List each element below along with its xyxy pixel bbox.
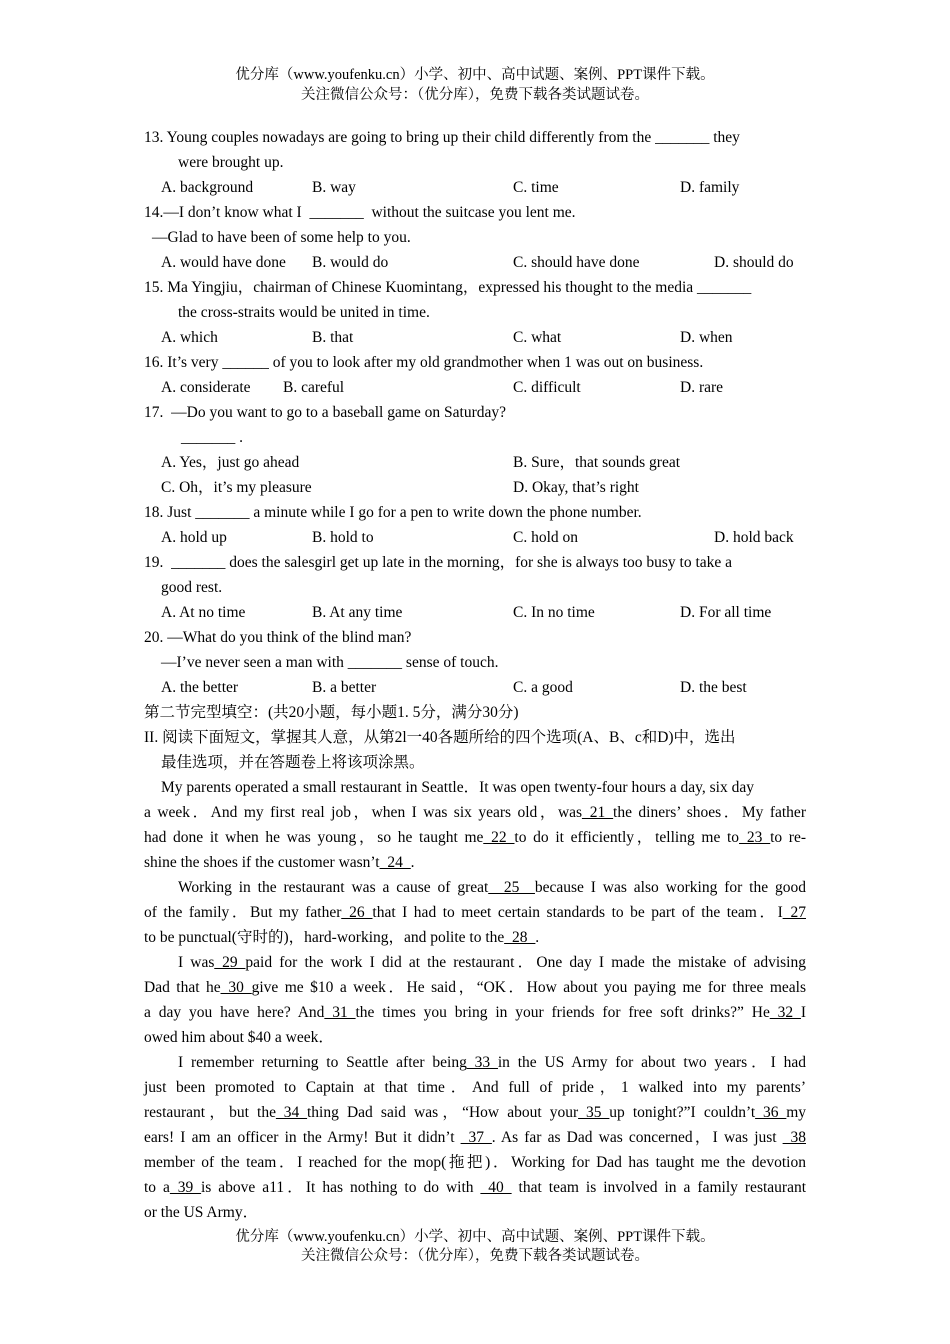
blank-24: _24_ (379, 854, 411, 871)
option-13-a: A. background (161, 179, 254, 196)
passage-p4-line3: restaurant，but the_34_thing Dad said was，“How about your_35_up tonight?”I couldn’t_36_my (144, 1104, 807, 1121)
option-14-d: D. should do (714, 254, 794, 271)
option-13-d: D. family (680, 179, 740, 196)
option-14-a: A. would have done (161, 254, 286, 271)
option-15-d: D. when (680, 329, 733, 346)
option-16-a: A. considerate (161, 379, 251, 396)
blank-29: _29_ (214, 954, 246, 971)
blank-26: _26_ (341, 904, 373, 921)
blank-31: _31_ (324, 1004, 356, 1021)
question-19: 19. _______ does the salesgirl get up late in the morning，for she is always too busy to take a (144, 554, 733, 571)
option-17-b: B. Sure，that sounds great (513, 454, 681, 471)
section-title: 第二节完型填空：(共20小题，每小题1. 5分，满分30分) (144, 704, 519, 721)
passage-p1-line1: My parents operated a small restaurant in Seattle．It was open twenty-four hours a day, six day (161, 779, 754, 796)
question-16: 16. It’s very ______ of you to look after my old grandmother when 1 was out on business. (144, 354, 704, 371)
blank-35: _35_ (578, 1104, 610, 1121)
question-20: 20. —What do you think of the blind man? (144, 629, 412, 646)
option-15-a: A. which (161, 329, 218, 346)
question-14-reply: —Glad to have been of some help to you. (152, 229, 411, 246)
passage-p3-line2: Dad that he_30_give me $10 a week．He said，“OK．How about you paying me for three meals (144, 979, 806, 996)
option-19-c: C. In no time (513, 604, 595, 621)
option-14-c: C. should have done (513, 254, 640, 271)
blank-39: _39_ (169, 1179, 201, 1196)
option-18-d: D. hold back (714, 529, 794, 546)
option-16-c: C. difficult (513, 379, 581, 396)
question-15: 15. Ma Yingjiu，chairman of Chinese Kuomintang，expressed his thought to the media _______ (144, 279, 752, 296)
option-20-a: A. the better (161, 679, 239, 696)
blank-36: _36_ (755, 1104, 787, 1121)
passage-p2-line1: Working in the restaurant was a cause of great__25__because I was also working for the good (178, 879, 806, 896)
blank-25: __25__ (488, 879, 535, 896)
option-16-d: D. rare (680, 379, 724, 396)
option-13-c: C. time (513, 179, 559, 196)
option-15-c: C. what (513, 329, 562, 346)
option-19-b: B. At any time (312, 604, 403, 621)
section-instruction: II. 阅读下面短文，掌握其人意，从第2l一40各题所给的四个选项(A、B、c和D)中，选出 (144, 729, 736, 746)
question-15-cont: the cross-straits would be united in time. (178, 304, 430, 321)
blank-28: _28_ (504, 929, 536, 946)
passage-p3-line3: a day you have here? And_31_the times you bring in your friends for free soft drinks?” He_32_I (144, 1004, 806, 1021)
passage-p4-line4: ears! I am an officer in the Army! But it didn’t _37_. As far as Dad was concerned，I was just _38 (144, 1129, 806, 1146)
option-18-b: B. hold to (312, 529, 374, 546)
option-17-d: D. Okay, that’s right (513, 479, 639, 496)
blank-38: _38 (782, 1129, 806, 1146)
blank-23: _23_ (739, 829, 771, 846)
passage-p4-line2: just been promoted to Captain at that time．And full of pride，1 walked into my parents’ (144, 1079, 806, 1096)
option-19-a: A. At no time (161, 604, 246, 621)
passage-p2-line2: of the family．But my father_26_that I had to meet certain standards to be part of the team．I_27 (144, 904, 806, 921)
passage-p1-line4: shine the shoes if the customer wasn’t_24_. (144, 854, 415, 871)
question-19-cont: good rest. (161, 579, 223, 596)
section-instruction-cont: 最佳选项，并在答题卷上将该项涂黑。 (161, 754, 425, 771)
option-20-d: D. the best (680, 679, 747, 696)
passage-p3-line1: I was_29_paid for the work I did at the restaurant．One day I made the mistake of advising (178, 954, 806, 971)
option-14-b: B. would do (312, 254, 389, 271)
question-13-cont: were brought up. (178, 154, 284, 171)
blank-37: _37_ (460, 1129, 492, 1146)
option-20-b: B. a better (312, 679, 377, 696)
passage-p3-line4: owed him about $40 a week． (144, 1029, 334, 1046)
blank-30: _30_ (220, 979, 252, 996)
option-16-b: B. careful (283, 379, 345, 396)
header-line-1: 优分库（www.youfenku.cn）小学、初中、高中试题、案例、PPT课件下载。 (235, 67, 715, 83)
option-15-b: B. that (312, 329, 354, 346)
option-13-b: B. way (312, 179, 356, 196)
option-17-a: A. Yes，just go ahead (161, 454, 300, 471)
question-18: 18. Just _______ a minute while I go for a pen to write down the phone number. (144, 504, 642, 521)
passage-p4-line7: or the US Army． (144, 1204, 259, 1221)
option-19-d: D. For all time (680, 604, 772, 621)
passage-p4-line6: to a_39_is above a11．It has nothing to do with _40_ that team is involved in a family restaurant (144, 1179, 807, 1196)
passage-p4-line5: member of the team．I reached for the mop(拖把)．Working for Dad has taught me the devotion (144, 1154, 806, 1171)
question-17-blank: _______ . (181, 429, 243, 446)
footer-line-1: 优分库（www.youfenku.cn）小学、初中、高中试题、案例、PPT课件下载。 (235, 1229, 715, 1245)
question-13: 13. Young couples nowadays are going to bring up their child differently from the _______ they (144, 129, 740, 146)
blank-27: _27 (782, 904, 806, 921)
blank-22: _22_ (483, 829, 515, 846)
blank-21: _21_ (582, 804, 614, 821)
option-17-c: C. Oh，it’s my pleasure (161, 479, 312, 496)
option-18-a: A. hold up (161, 529, 227, 546)
option-20-c: C. a good (513, 679, 573, 696)
blank-34: _34_ (275, 1104, 307, 1121)
option-18-c: C. hold on (513, 529, 579, 546)
question-17: 17. —Do you want to go to a baseball game on Saturday? (144, 404, 507, 421)
passage-p1-line3: had done it when he was young，so he taught me_22_to do it efficiently，telling me to_23_to re- (144, 829, 806, 846)
blank-40: _40_ (480, 1179, 512, 1196)
question-20-reply: —I’ve never seen a man with _______ sense of touch. (161, 654, 499, 671)
question-14: 14.—I don’t know what I _______ without the suitcase you lent me. (144, 204, 576, 221)
footer-line-2: 关注微信公众号：（优分库），免费下载各类试题试卷。 (301, 1248, 649, 1264)
passage-p2-line3: to be punctual(守时的)，hard-working，and polite to the_28_. (144, 929, 540, 946)
blank-32: _32_ (769, 1004, 801, 1021)
header-line-2: 关注微信公众号：（优分库），免费下载各类试题试卷。 (301, 87, 649, 103)
passage-p1-line2: a week．And my first real job，when I was six years old，was_21_the diners’ shoes．My father (144, 804, 806, 821)
passage-p4-line1: I remember returning to Seattle after being_33_in the US Army for about two years．I had (178, 1054, 806, 1071)
blank-33: _33_ (466, 1054, 498, 1071)
